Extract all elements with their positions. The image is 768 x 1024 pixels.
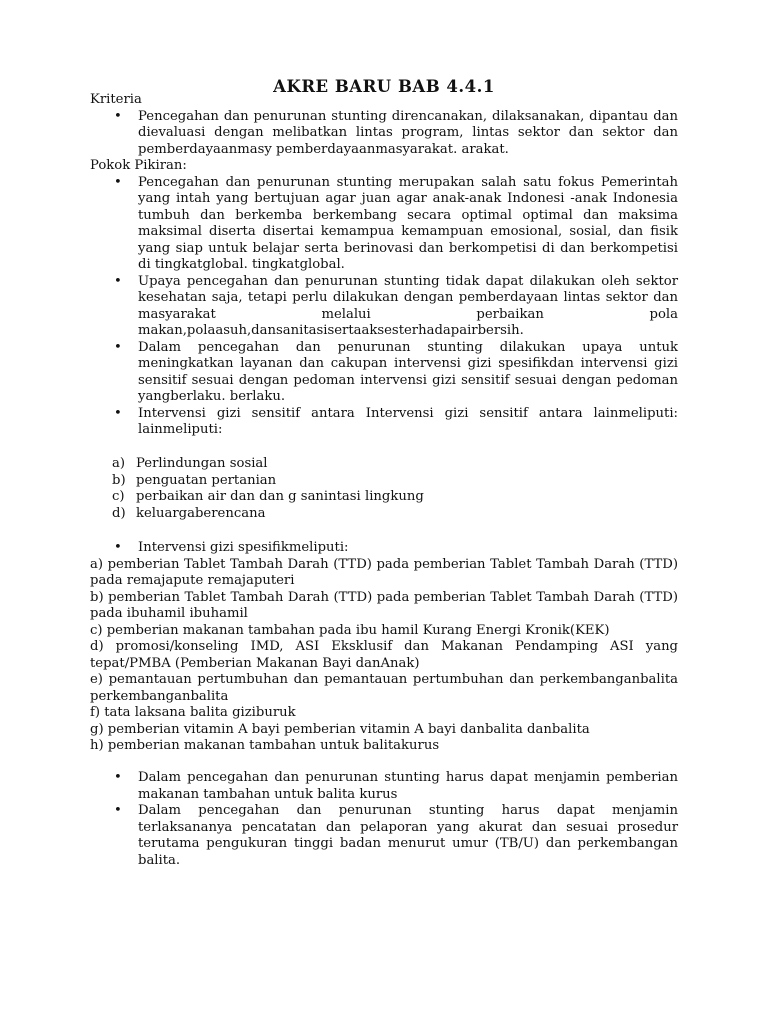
kriteria-list [90,109,678,159]
list-item: d) promosi/konseling IMD, ASI Eksklusif dan Makanan Pendamping ASI yang tepat/PMBA (Pemberian Makanan Bayi danAnak) [90,639,678,671]
spesifik-label: • Intervensi gizi spesifikmeliputi: [90,540,678,557]
list-item: b) pemberian Tablet Tambah Darah (TTD) pada pemberian Tablet Tambah Darah (TTD) pada ibuhamil ibuhamil [90,589,678,621]
akhir-list [90,770,678,869]
list-item [90,456,678,473]
list-item: g) pemberian vitamin A bayi pemberian vitamin A bayi danbalita danbalita [90,721,590,737]
list-item: • Pencegahan dan penurunan stunting direncanakan, dilaksanakan, dipantau dan dievaluasi dengan melibatkan lintas program, lintas sektor dan sektor dan pemberdayaanmasy pemberdayaanmasyarakat. arakat. [90,109,678,159]
list-item: h) pemberian makanan tambahan untuk balitakurus [90,738,440,753]
list-item: • Dalam pencegahan dan penurunan stunting harus dapat menjamin pemberian makanan tambahan untuk balita kurus [90,770,678,803]
list-item [90,489,678,506]
list-item: • Upaya pencegahan dan penurunan stunting tidak dapat dilakukan oleh sektor kesehatan saja, tetapi perlu dilakukan dengan pemberdayaan lintas sektor dan masyarakat melalui perbaikan pola makan,polaasuh,dansanitasisertaaksesterhadapairbersih. [90,274,678,340]
spesifik-section [90,540,678,755]
list-text: penguatan pertanian [136,472,277,488]
list-item [90,473,678,490]
list-marker: d) [112,505,126,521]
kriteria-section [90,92,678,158]
spesifik-heading-list [90,540,678,557]
pokok-section [90,158,678,439]
list-item: • Dalam pencegahan dan penurunan stunting dilakukan upaya untuk meningkatkan layanan dan cakupan intervensi gizi spesifikdan intervensi gizi sensitif sesuai dengan pedoman intervensi gizi sensitif sesuai dengan pedoman yangberlaku. berlaku. [90,340,678,406]
list-item: c) pemberian makanan tambahan pada ibu hamil Kurang Energi Kronik(KEK) [90,622,610,638]
akhir-section [90,770,678,869]
pokok-list [90,175,678,439]
sensitif-section [90,456,678,522]
list-text: keluargaberencana [136,505,266,521]
list-marker: c) [112,489,125,504]
list-item: e) pemantauan pertumbuhan dan pemantauan pertumbuhan dan perkembanganbalita perkembanganbalita [90,672,678,704]
list-marker: a) [112,456,126,471]
spesifik-list [90,557,678,755]
list-item [90,506,678,523]
kriteria-label: Kriteria [90,92,142,107]
pokok-label: Pokok Pikiran: [90,158,187,173]
list-item: • Dalam pencegahan dan penurunan stunting harus dapat menjamin terlaksananya pencatatan dan pelaporan yang akurat dan sesuai prosedur terutama pengukuran tinggi badan menurut umur (TB/U) dan perkembangan balita. [90,803,678,869]
list-item: a) pemberian Tablet Tambah Darah (TTD) pada pemberian Tablet Tambah Darah (TTD) pada remajapute remajaputeri [90,556,678,588]
list-text: perbaikan air dan dan g sanintasi lingkung [136,489,424,504]
page-title: AKRE BARU BAB 4.4.1 [273,77,495,96]
list-item: • Pencegahan dan penurunan stunting merupakan salah satu fokus Pemerintah yang intah yang bertujuan agar juan agar anak-anak Indonesi -anak Indonesia tumbuh dan berkemba berkembang secara optimal optimal dan maksima maksimal diserta disertai kemampua kemampuan emosional, sosial, dan fisik yang siap untuk belajar serta berinovasi dan berkompetisi di dan berkompetisi di tingkatglobal. tingkatglobal. [90,175,678,274]
list-text: Perlindungan sosial [136,456,268,471]
list-item: • Intervensi gizi sensitif antara Intervensi gizi sensitif antara lainmeliputi: lainmeliputi: [90,406,678,439]
list-marker: b) [112,472,126,488]
sensitif-list [90,456,678,522]
list-item: f) tata laksana balita giziburuk [90,705,296,720]
